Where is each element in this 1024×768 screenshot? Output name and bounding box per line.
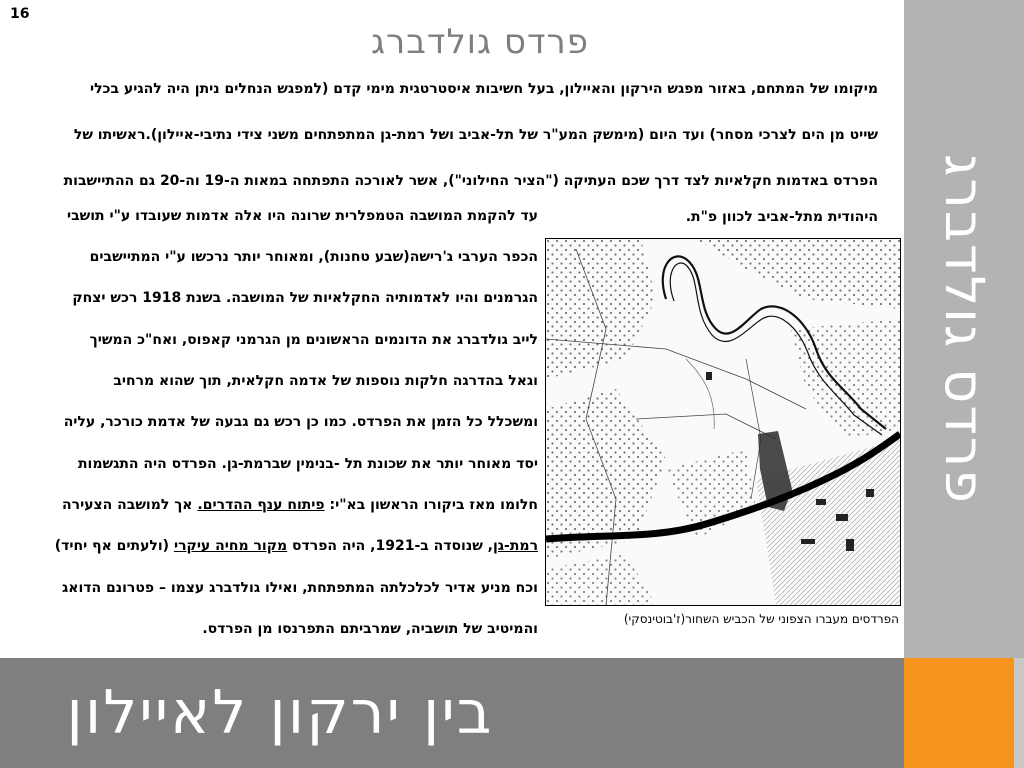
- body-line-7: יסד מאוחר יותר את שכונת תל -בנימין שברמת-גן. הפרדס היה התגשמות: [77, 456, 538, 472]
- bottom-title: בין ירקון לאיילון: [66, 678, 494, 748]
- map-drawing: [546, 239, 900, 605]
- body-line-5: וגאל בהדרגה חלקות נוספות של אדמה חקלאית, תוך שהוא מרחיב: [113, 373, 538, 389]
- page-title: פרדס גולדברג: [371, 22, 589, 62]
- body-line-9: [10, 526, 538, 567]
- body-line-2: הכפר הערבי ג'רישה(שבע טחנות), ומאוחר יותר נרכשו ע"י המתיישבים: [89, 249, 538, 265]
- ramat-gan-text: רמת-גן: [493, 538, 538, 554]
- body-line-6: ומשכלל כל הזמן את הפרדס. כמו כן רכש גם גבעה של אדמת כורכר, עליה: [63, 414, 538, 430]
- body-line-1: עד להקמת המושבה הטמפלרית שרונה היו אלה אדמות שעובדו ע"י תושבי: [66, 208, 538, 224]
- body-line-3: הגרמנים והיו לאדמותיה החקלאיות של המושבה. בשנת 1918 רכש יצחק: [72, 290, 538, 306]
- body-line-8-end: אך למושבה הצעירה: [62, 497, 198, 513]
- body-line-9-middle: , שנוסדה ב-1921, היה הפרדס: [287, 538, 493, 554]
- accent-orange-block: [904, 658, 1014, 768]
- page-number: 16: [10, 6, 30, 22]
- main-livelihood-text: מקור מחיה עיקרי: [173, 538, 288, 554]
- side-title: פרדס גולדברג: [932, 153, 996, 505]
- body-line-11: והמיטיב של תושביה, שמרביתם התפרנסו מן הפרדס.: [202, 621, 538, 637]
- map-caption: הפרדסים מעברו הצפוני של הכביש השחור(ז'בוטינסקי): [623, 612, 899, 626]
- body-line-10: וכח מניע אדיר לכלכלתה המתפתחת, ואילו גולדברג עצמו – פטרונם הדואג: [62, 580, 538, 596]
- accent-strip: [1014, 658, 1024, 768]
- body-line-8: [10, 485, 538, 526]
- body-line-4: לייב גולדברג את הדונמים הראשונים מן הגרמני קאפוס, ואח"כ המשיך: [89, 332, 538, 348]
- side-title-container: [904, 0, 1024, 658]
- intro-line-4: היהודית מתל-אביב לכוון פ"ת.: [685, 209, 878, 225]
- citrus-development-text: פיתוח ענף ההדרים.: [197, 497, 325, 513]
- historic-map: [545, 238, 901, 606]
- body-line-9-end: (ולעתים אף יחיד): [54, 538, 174, 554]
- intro-line-3: הפרדס באדמות חקלאיות לצד דרך שכם העתיקה ("הציר החילוני"), אשר לאורכה התפתחה במאות ה-19 וה-20 גם ההתיישבות: [63, 173, 878, 189]
- body-line-8-start: חלומו מאז ביקורו הראשון בא"י:: [324, 497, 538, 513]
- intro-line-1: מיקומו של המתחם, באזור מפגש הירקון והאיילון, בעל חשיבות איסטרטגית מימי קדם (למפגש הנחלים ניתן היה להגיע בכלי: [89, 81, 878, 97]
- intro-line-2: שייט מן הים לצרכי מסחר) ועד היום (מימשק המע"ר של תל-אביב ושל רמת-גן המתפתחים משני צידי נתיבי-איילון).ראשיתו של: [73, 127, 878, 143]
